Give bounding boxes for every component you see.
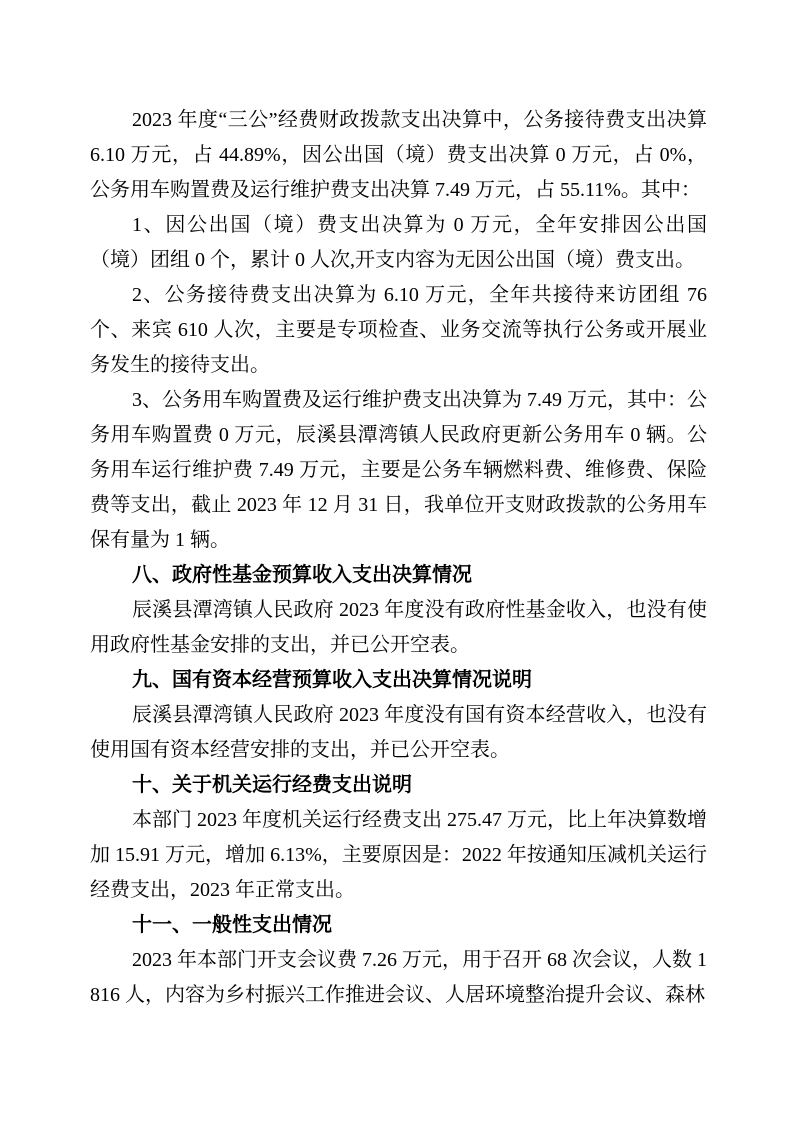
paragraph-government-funds: 辰溪县潭湾镇人民政府 2023 年度没有政府性基金收入，也没有使用政府性基金安排的支出，并已公开空表。 [90,599,707,656]
section-heading-11-general-spending: 十一、一般性支出情况 [132,914,332,936]
paragraph-general-spending: 2023 年本部门开支会议费 7.26 万元，用于召开 68 次会议，人数 1816 人，内容为乡村振兴工作推进会议、人居环境整治提升会议、森林 [90,949,707,1006]
section-heading-9-state-capital: 九、国有资本经营预算收入支出决算情况说明 [132,669,532,691]
paragraph-operating-funds: 本部门 2023 年度机关运行经费支出 275.47 万元，比上年决算数增加 15.91 万元，增加 6.13%，主要原因是：2022 年按通知压减机关运行经费支出，2023 年正常支出。 [90,809,707,901]
document-body [90,103,707,1013]
section-heading-8-government-funds: 八、政府性基金预算收入支出决算情况 [132,564,472,586]
paragraph-state-capital: 辰溪县潭湾镇人民政府 2023 年度没有国有资本经营收入，也没有使用国有资本经营安排的支出，并已公开空表。 [90,704,707,761]
paragraph-sangong-summary: 2023 年度“三公”经费财政拨款支出决算中，公务接待费支出决算 6.10 万元，占 44.89%，因公出国（境）费支出决算 0 万元，占 0%，公务用车购置费及运行维护费支出决算 7.49 万元，占 55.11%。其中： [90,109,707,201]
paragraph-abroad-expense: 1、因公出国（境）费支出决算为 0 万元，全年安排因公出国（境）团组 0 个，累计 0 人次,开支内容为无因公出国（境）费支出。 [90,214,707,271]
section-heading-10-operating-funds: 十、关于机关运行经费支出说明 [132,774,412,796]
paragraph-reception-expense: 2、公务接待费支出决算为 6.10 万元，全年共接待来访团组 76 个、来宾 610 人次，主要是专项检查、业务交流等执行公务或开展业务发生的接待支出。 [90,284,707,376]
paragraph-vehicle-expense: 3、公务用车购置费及运行维护费支出决算为 7.49 万元，其中：公务用车购置费 0 万元，辰溪县潭湾镇人民政府更新公务用车 0 辆。公务用车运行维护费 7.49 万元，主要是公务车辆燃料费、维修费、保险费等支出，截止 2023 年 12 月 31 日，我单位开支财政拨款的公务用车保有量为 1 辆。 [90,389,707,551]
